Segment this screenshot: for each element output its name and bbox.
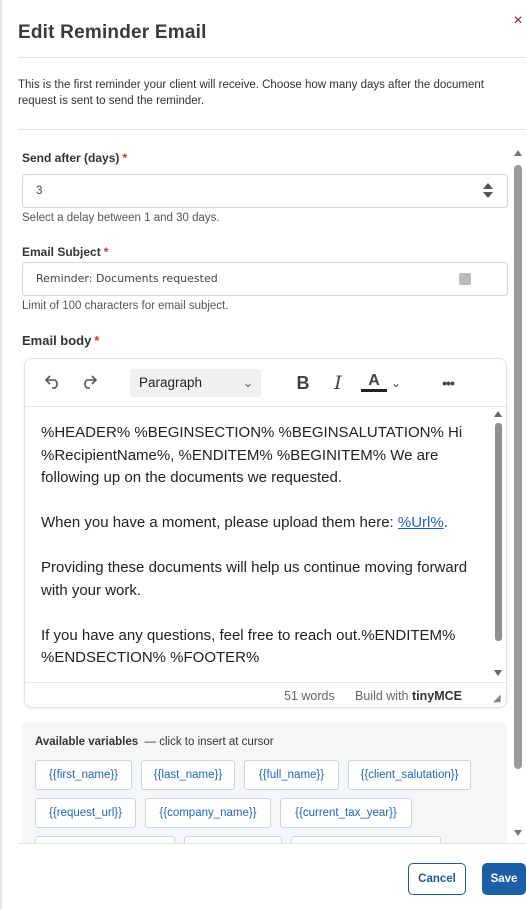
editor-scroll-thumb[interactable] (495, 423, 502, 641)
undo-icon[interactable] (39, 370, 67, 396)
dialog-title: Edit Reminder Email (18, 22, 207, 43)
form-scroll-area (0, 130, 526, 843)
subject-help: Limit of 100 characters for email subject. (22, 300, 229, 312)
variable-chip[interactable]: {{current_tax_year}} (280, 798, 412, 828)
scroll-up-icon[interactable] (494, 411, 502, 417)
page-scroll-thumb[interactable] (514, 165, 522, 769)
rich-text-editor (24, 358, 507, 708)
italic-button[interactable]: I (334, 372, 342, 394)
subject-label: Email Subject * (22, 245, 109, 259)
variable-chip[interactable]: {{company_name}} (145, 798, 271, 828)
block-format-select[interactable] (130, 369, 261, 397)
more-options-button[interactable]: ••• (442, 375, 454, 391)
autofill-icon (459, 273, 471, 285)
send-after-label: Send after (days) * (22, 151, 128, 165)
tinymce-branding[interactable]: Build with tinyMCE (355, 689, 462, 703)
editor-statusbar (25, 682, 507, 708)
body-label: Email body * (22, 333, 100, 348)
body-paragraph-2: When you have a moment, please upload them here: %Url%. (41, 514, 448, 531)
dialog-header (18, 22, 518, 44)
resize-handle-icon[interactable]: ◢ (493, 693, 501, 704)
variable-chip[interactable]: {{full_name}} (244, 760, 339, 790)
body-paragraph-1: %HEADER% %BEGINSECTION% %BEGINSALUTATION% Hi %RecipientName%, %ENDITEM% %BEGINITEM% We are following up on the documents we requested. (41, 424, 463, 486)
text-color-chevron-icon[interactable]: ⌄ (390, 376, 402, 390)
footer-divider (18, 843, 526, 844)
cancel-button[interactable]: Cancel (408, 863, 466, 895)
header-divider (18, 57, 526, 58)
stepper-icon[interactable] (483, 183, 493, 199)
page-scroll-down-icon[interactable] (514, 830, 522, 836)
send-after-input[interactable] (22, 174, 508, 208)
variable-chip[interactable]: {{first_name}} (35, 760, 132, 790)
subject-input[interactable] (22, 262, 508, 296)
block-format-value: Paragraph (139, 375, 203, 390)
close-icon[interactable]: × (513, 12, 523, 29)
url-link[interactable]: %Url% (397, 514, 444, 531)
variable-chip-partial[interactable] (291, 836, 441, 843)
bold-button[interactable]: B (296, 373, 310, 393)
send-after-help: Select a delay between 1 and 30 days. (22, 212, 220, 224)
scroll-down-icon[interactable] (494, 670, 502, 676)
available-variables-panel (22, 722, 507, 843)
redo-icon[interactable] (75, 370, 103, 396)
variables-heading: Available variables — click to insert at cursor (35, 736, 274, 748)
variable-chip-partial[interactable] (35, 836, 175, 843)
chevron-down-icon: ⌄ (242, 376, 253, 390)
send-after-value: 3 (36, 185, 43, 197)
body-paragraph-3: Providing these documents will help us continue moving forward with your work. (41, 559, 468, 599)
variable-chip[interactable]: {{request_url}} (35, 798, 136, 828)
body-paragraph-4: If you have any questions, feel free to reach out.%ENDITEM% %ENDSECTION% %FOOTER% (41, 626, 456, 666)
dialog-intro: This is the first reminder your client will receive. Choose how many days after the document request is sent to send the reminder. (18, 79, 484, 107)
subject-value: Reminder: Documents requested (36, 272, 218, 285)
editor-content[interactable] (25, 408, 493, 682)
text-color-button[interactable]: A (361, 370, 387, 392)
variable-chip-partial[interactable] (184, 836, 282, 843)
page-scroll-up-icon[interactable] (514, 150, 522, 156)
editor-toolbar (25, 359, 507, 407)
tinymce-logo: tinyMCE (411, 689, 462, 703)
save-button[interactable]: Save (482, 863, 526, 895)
variable-chip[interactable]: {{last_name}} (141, 760, 235, 790)
variable-chip[interactable]: {{client_salutation}} (348, 760, 471, 790)
word-count: 51 words (284, 689, 335, 703)
